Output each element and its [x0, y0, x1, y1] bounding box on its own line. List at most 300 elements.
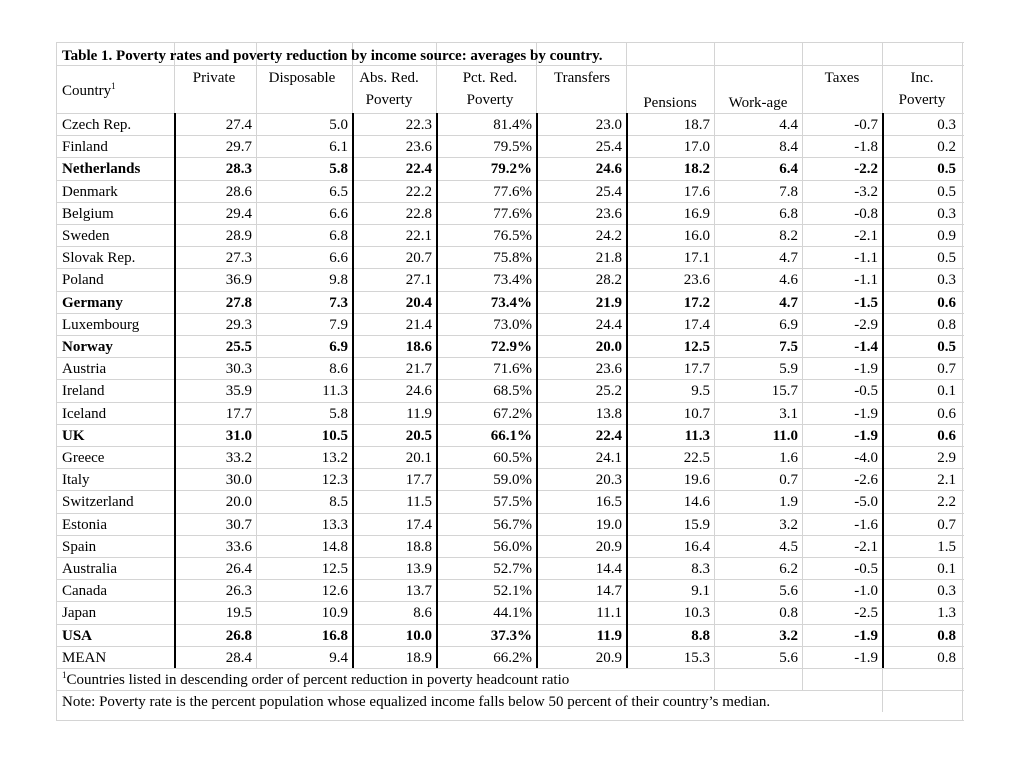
cell-inc: 0.8 — [937, 650, 956, 666]
cell-country: Greece — [62, 450, 105, 466]
cell-taxes: -0.8 — [854, 206, 878, 222]
cell-abs: 24.6 — [405, 383, 432, 399]
cell-taxes: -1.9 — [854, 406, 878, 422]
cell-private: 28.9 — [225, 228, 252, 244]
cell-disposable: 8.5 — [329, 494, 348, 510]
cell-pct: 44.1% — [493, 605, 532, 621]
cell-disposable: 7.9 — [329, 317, 348, 333]
cell-workage: 4.5 — [779, 539, 798, 555]
cell-pensions: 17.4 — [683, 317, 710, 333]
cell-pensions: 22.5 — [683, 450, 710, 466]
cell-disposable: 5.0 — [329, 117, 348, 133]
cell-abs: 22.3 — [405, 117, 432, 133]
cell-pct: 81.4% — [493, 117, 532, 133]
cell-inc: 2.9 — [937, 450, 956, 466]
header-transfers: Transfers — [553, 70, 611, 86]
cell-pct: 37.3% — [490, 628, 532, 644]
cell-inc: 2.2 — [937, 494, 956, 510]
cell-country: Italy — [62, 472, 90, 488]
cell-pensions: 17.6 — [683, 184, 710, 200]
footnote-mark: 1 — [62, 670, 67, 680]
cell-private: 30.7 — [225, 517, 252, 533]
table-title: Table 1. Poverty rates and poverty reduction by income source: averages by country. — [62, 48, 603, 64]
grid-vline — [882, 43, 883, 113]
cell-abs: 20.4 — [405, 295, 432, 311]
cell-disposable: 6.6 — [329, 250, 348, 266]
cell-transfers: 24.4 — [595, 317, 622, 333]
cell-pct: 56.7% — [493, 517, 532, 533]
cell-taxes: -1.1 — [854, 272, 878, 288]
cell-pensions: 18.7 — [683, 117, 710, 133]
grid-hline — [56, 579, 964, 580]
cell-pensions: 15.3 — [683, 650, 710, 666]
header-private: Private — [192, 70, 236, 86]
cell-pensions: 17.1 — [683, 250, 710, 266]
cell-disposable: 9.4 — [329, 650, 348, 666]
cell-transfers: 20.9 — [595, 539, 622, 555]
cell-workage: 6.9 — [779, 317, 798, 333]
grid-hline — [56, 535, 964, 536]
cell-private: 30.3 — [225, 361, 252, 377]
cell-disposable: 10.9 — [321, 605, 348, 621]
cell-pensions: 10.7 — [683, 406, 710, 422]
cell-abs: 22.1 — [405, 228, 432, 244]
cell-transfers: 25.4 — [595, 139, 622, 155]
cell-private: 33.6 — [225, 539, 252, 555]
cell-country: Norway — [62, 339, 113, 355]
cell-abs: 18.6 — [405, 339, 432, 355]
cell-abs: 21.7 — [405, 361, 432, 377]
cell-pct: 73.4% — [490, 295, 532, 311]
cell-disposable: 9.8 — [329, 272, 348, 288]
cell-inc: 0.5 — [937, 250, 956, 266]
cell-workage: 7.5 — [779, 339, 798, 355]
grid-hline — [56, 468, 964, 469]
cell-workage: 5.6 — [779, 583, 798, 599]
cell-country: Japan — [62, 605, 97, 621]
cell-pct: 77.6% — [493, 184, 532, 200]
cell-private: 33.2 — [225, 450, 252, 466]
cell-transfers: 21.9 — [595, 295, 622, 311]
cell-transfers: 14.4 — [595, 561, 622, 577]
cell-inc: 0.5 — [937, 339, 956, 355]
cell-transfers: 25.4 — [595, 184, 622, 200]
cell-workage: 3.2 — [779, 628, 798, 644]
cell-taxes: -2.5 — [854, 605, 878, 621]
header-pct-red-line1: Pct. Red. — [462, 70, 518, 86]
cell-private: 19.5 — [225, 605, 252, 621]
header-inc-line1: Inc. — [910, 70, 934, 86]
cell-taxes: -0.7 — [854, 117, 878, 133]
cell-inc: 0.9 — [937, 228, 956, 244]
cell-pensions: 14.6 — [683, 494, 710, 510]
cell-taxes: -1.9 — [854, 628, 878, 644]
cell-inc: 0.5 — [937, 184, 956, 200]
grid-hline — [56, 65, 964, 66]
cell-taxes: -1.4 — [854, 339, 878, 355]
cell-transfers: 20.9 — [595, 650, 622, 666]
header-abs-red-line2: Poverty — [365, 92, 413, 108]
grid-hline — [56, 624, 964, 625]
grid-hline — [56, 513, 964, 514]
cell-workage: 5.6 — [779, 650, 798, 666]
cell-private: 25.5 — [225, 339, 252, 355]
grid-hline — [56, 601, 964, 602]
cell-transfers: 11.1 — [596, 605, 622, 621]
cell-private: 29.3 — [225, 317, 252, 333]
cell-private: 26.4 — [225, 561, 252, 577]
cell-workage: 15.7 — [771, 383, 798, 399]
cell-transfers: 16.5 — [595, 494, 622, 510]
cell-inc: 1.5 — [937, 539, 956, 555]
cell-workage: 3.1 — [779, 406, 798, 422]
header-disposable: Disposable — [268, 70, 336, 86]
cell-workage: 5.9 — [779, 361, 798, 377]
cell-taxes: -2.6 — [854, 472, 878, 488]
cell-abs: 8.6 — [413, 605, 432, 621]
cell-inc: 0.3 — [937, 583, 956, 599]
cell-transfers: 23.6 — [595, 361, 622, 377]
cell-private: 27.3 — [225, 250, 252, 266]
cell-taxes: -1.9 — [854, 361, 878, 377]
cell-abs: 13.7 — [405, 583, 432, 599]
cell-country: Estonia — [62, 517, 107, 533]
cell-pensions: 11.3 — [684, 428, 710, 444]
cell-pensions: 19.6 — [683, 472, 710, 488]
cell-transfers: 20.0 — [595, 339, 622, 355]
cell-country: Finland — [62, 139, 108, 155]
grid-hline — [56, 646, 964, 647]
cell-taxes: -0.5 — [854, 561, 878, 577]
cell-country: Belgium — [62, 206, 114, 222]
cell-workage: 0.7 — [779, 472, 798, 488]
grid-hline — [56, 335, 964, 336]
cell-country: Spain — [62, 539, 97, 555]
cell-workage: 4.6 — [779, 272, 798, 288]
grid-vline-outer — [56, 43, 57, 720]
cell-pct: 52.7% — [493, 561, 532, 577]
cell-pensions: 16.0 — [683, 228, 710, 244]
cell-transfers: 11.9 — [596, 628, 622, 644]
grid-hline — [56, 668, 964, 669]
header-taxes: Taxes — [824, 70, 860, 86]
cell-taxes: -2.1 — [854, 539, 878, 555]
cell-pensions: 17.7 — [683, 361, 710, 377]
cell-workage: 3.2 — [779, 517, 798, 533]
cell-pensions: 17.2 — [683, 295, 710, 311]
cell-taxes: -1.5 — [854, 295, 878, 311]
cell-pensions: 9.1 — [691, 583, 710, 599]
cell-transfers: 23.6 — [595, 206, 622, 222]
cell-country: USA — [62, 628, 93, 644]
cell-abs: 10.0 — [405, 628, 432, 644]
cell-taxes: -3.2 — [854, 184, 878, 200]
cell-disposable: 6.5 — [329, 184, 348, 200]
cell-pensions: 12.5 — [683, 339, 710, 355]
cell-workage: 6.4 — [779, 161, 798, 177]
cell-abs: 18.8 — [405, 539, 432, 555]
cell-taxes: -1.8 — [854, 139, 878, 155]
cell-pct: 79.2% — [490, 161, 532, 177]
cell-pct: 66.2% — [493, 650, 532, 666]
cell-abs: 17.7 — [405, 472, 432, 488]
cell-disposable: 6.9 — [329, 339, 348, 355]
cell-private: 20.0 — [225, 494, 252, 510]
header-country: Country$^1$ — [62, 81, 116, 99]
cell-taxes: -2.2 — [854, 161, 878, 177]
grid-hline — [56, 490, 964, 491]
cell-disposable: 13.2 — [321, 450, 348, 466]
cell-disposable: 14.8 — [321, 539, 348, 555]
cell-private: 35.9 — [225, 383, 252, 399]
cell-disposable: 10.5 — [321, 428, 348, 444]
cell-country: Canada — [62, 583, 107, 599]
cell-abs: 17.4 — [405, 517, 432, 533]
cell-workage: 4.7 — [779, 250, 798, 266]
cell-pct: 73.4% — [493, 272, 532, 288]
cell-country: Germany — [62, 295, 123, 311]
grid-vline — [256, 113, 257, 668]
cell-disposable: 13.3 — [321, 517, 348, 533]
cell-inc: 0.5 — [937, 161, 956, 177]
cell-inc: 0.2 — [937, 139, 956, 155]
cell-abs: 20.7 — [405, 250, 432, 266]
cell-country: UK — [62, 428, 85, 444]
cell-private: 31.0 — [225, 428, 252, 444]
grid-hline — [56, 402, 964, 403]
cell-inc: 1.3 — [937, 605, 956, 621]
grid-hline — [56, 357, 964, 358]
header-inc-line2: Poverty — [898, 92, 946, 108]
cell-abs: 27.1 — [405, 272, 432, 288]
cell-country: Ireland — [62, 383, 105, 399]
poverty-table — [56, 42, 964, 721]
grid-hline — [56, 180, 964, 181]
cell-transfers: 19.0 — [595, 517, 622, 533]
cell-inc: 0.8 — [937, 317, 956, 333]
cell-workage: 8.2 — [779, 228, 798, 244]
cell-private: 26.8 — [225, 628, 252, 644]
cell-country: MEAN — [62, 650, 107, 666]
cell-taxes: -5.0 — [854, 494, 878, 510]
cell-pct: 76.5% — [493, 228, 532, 244]
cell-inc: 0.7 — [937, 361, 956, 377]
cell-pct: 67.2% — [493, 406, 532, 422]
cell-transfers: 20.3 — [595, 472, 622, 488]
cell-transfers: 24.2 — [595, 228, 622, 244]
grid-vline — [714, 668, 715, 690]
note: Note: Poverty rate is the percent population whose equalized income falls below 50 percent of their country’s median. — [62, 694, 771, 710]
cell-inc: 0.6 — [937, 428, 956, 444]
cell-taxes: -4.0 — [854, 450, 878, 466]
header-workage: Work-age — [728, 95, 788, 111]
cell-disposable: 8.6 — [329, 361, 348, 377]
cell-pensions: 8.8 — [691, 628, 710, 644]
cell-disposable: 16.8 — [321, 628, 348, 644]
cell-abs: 22.8 — [405, 206, 432, 222]
cell-taxes: -1.9 — [854, 650, 878, 666]
cell-transfers: 21.8 — [595, 250, 622, 266]
cell-workage: 1.6 — [779, 450, 798, 466]
cell-pensions: 16.4 — [683, 539, 710, 555]
cell-private: 30.0 — [225, 472, 252, 488]
cell-pensions: 17.0 — [683, 139, 710, 155]
cell-country: Netherlands — [62, 161, 141, 177]
cell-disposable: 5.8 — [329, 161, 348, 177]
grid-hline — [56, 424, 964, 425]
cell-country: Sweden — [62, 228, 110, 244]
cell-country: Slovak Rep. — [62, 250, 136, 266]
cell-pct: 75.8% — [493, 250, 532, 266]
cell-country: Iceland — [62, 406, 107, 422]
cell-transfers: 13.8 — [595, 406, 622, 422]
grid-hline — [56, 313, 964, 314]
grid-hline — [56, 291, 964, 292]
cell-country: Australia — [62, 561, 117, 577]
grid-vline-bold — [436, 113, 438, 668]
grid-vline-outer — [962, 43, 963, 720]
cell-private: 28.4 — [225, 650, 252, 666]
cell-taxes: -2.1 — [854, 228, 878, 244]
cell-pct: 56.0% — [493, 539, 532, 555]
cell-pct: 52.1% — [493, 583, 532, 599]
cell-private: 36.9 — [225, 272, 252, 288]
cell-private: 29.4 — [225, 206, 252, 222]
cell-private: 26.3 — [225, 583, 252, 599]
grid-hline — [56, 224, 964, 225]
grid-vline — [714, 43, 715, 113]
cell-country: Poland — [62, 272, 104, 288]
cell-pensions: 18.2 — [683, 161, 710, 177]
cell-transfers: 28.2 — [595, 272, 622, 288]
cell-taxes: -1.9 — [854, 428, 878, 444]
cell-inc: 0.3 — [937, 117, 956, 133]
cell-private: 27.8 — [225, 295, 252, 311]
cell-transfers: 24.1 — [595, 450, 622, 466]
cell-disposable: 11.3 — [322, 383, 348, 399]
grid-hline — [56, 113, 964, 114]
header-pensions: Pensions — [643, 95, 697, 111]
cell-disposable: 6.1 — [329, 139, 348, 155]
cell-pct: 71.6% — [493, 361, 532, 377]
cell-transfers: 24.6 — [595, 161, 622, 177]
cell-workage: 7.8 — [779, 184, 798, 200]
cell-country: Czech Rep. — [62, 117, 132, 133]
cell-inc: 0.6 — [937, 406, 956, 422]
cell-country: Switzerland — [62, 494, 134, 510]
cell-abs: 22.2 — [405, 184, 432, 200]
cell-abs: 21.4 — [405, 317, 432, 333]
cell-taxes: -2.9 — [854, 317, 878, 333]
header-abs-red-line1: Abs. Red. — [359, 70, 419, 86]
cell-inc: 0.6 — [937, 295, 956, 311]
grid-hline — [56, 379, 964, 380]
cell-workage: 6.8 — [779, 206, 798, 222]
cell-workage: 6.2 — [779, 561, 798, 577]
cell-pct: 79.5% — [493, 139, 532, 155]
cell-pensions: 15.9 — [683, 517, 710, 533]
cell-disposable: 12.5 — [321, 561, 348, 577]
cell-pct: 66.1% — [490, 428, 532, 444]
cell-transfers: 22.4 — [595, 428, 622, 444]
grid-vline — [802, 668, 803, 690]
cell-country: Denmark — [62, 184, 118, 200]
cell-abs: 13.9 — [405, 561, 432, 577]
cell-pensions: 10.3 — [683, 605, 710, 621]
header-country-footnote-mark: 1 — [111, 81, 116, 91]
cell-taxes: -1.0 — [854, 583, 878, 599]
cell-taxes: -1.6 — [854, 517, 878, 533]
cell-abs: 23.6 — [405, 139, 432, 155]
cell-pct: 60.5% — [493, 450, 532, 466]
cell-pensions: 9.5 — [691, 383, 710, 399]
cell-abs: 20.1 — [405, 450, 432, 466]
cell-workage: 8.4 — [779, 139, 798, 155]
cell-transfers: 25.2 — [595, 383, 622, 399]
cell-transfers: 14.7 — [595, 583, 622, 599]
cell-workage: 0.8 — [779, 605, 798, 621]
cell-private: 29.7 — [225, 139, 252, 155]
cell-abs: 11.5 — [406, 494, 432, 510]
cell-abs: 22.4 — [405, 161, 432, 177]
cell-inc: 0.8 — [937, 628, 956, 644]
cell-abs: 18.9 — [405, 650, 432, 666]
grid-hline — [56, 446, 964, 447]
footnote: $^1$Countries listed in descending order of percent reduction in poverty headcount ratio — [62, 670, 570, 688]
cell-pct: 68.5% — [493, 383, 532, 399]
cell-taxes: -0.5 — [854, 383, 878, 399]
cell-inc: 0.1 — [937, 561, 956, 577]
cell-private: 28.6 — [225, 184, 252, 200]
cell-disposable: 5.8 — [329, 406, 348, 422]
cell-taxes: -1.1 — [854, 250, 878, 266]
cell-inc: 0.3 — [937, 272, 956, 288]
grid-hline — [56, 690, 964, 691]
cell-abs: 20.5 — [405, 428, 432, 444]
cell-pct: 77.6% — [493, 206, 532, 222]
cell-country: Austria — [62, 361, 107, 377]
cell-workage: 11.0 — [772, 428, 798, 444]
grid-vline — [882, 668, 883, 712]
cell-private: 28.3 — [225, 161, 252, 177]
cell-disposable: 7.3 — [329, 295, 348, 311]
cell-inc: 0.7 — [937, 517, 956, 533]
cell-pensions: 16.9 — [683, 206, 710, 222]
grid-hline — [56, 268, 964, 269]
cell-pct: 59.0% — [493, 472, 532, 488]
cell-disposable: 12.3 — [321, 472, 348, 488]
cell-disposable: 12.6 — [321, 583, 348, 599]
header-pct-red-line2: Poverty — [466, 92, 514, 108]
cell-pct: 57.5% — [493, 494, 532, 510]
cell-pensions: 8.3 — [691, 561, 710, 577]
cell-workage: 4.7 — [779, 295, 798, 311]
cell-workage: 1.9 — [779, 494, 798, 510]
cell-abs: 11.9 — [406, 406, 432, 422]
cell-inc: 0.3 — [937, 206, 956, 222]
cell-private: 17.7 — [225, 406, 252, 422]
cell-pct: 72.9% — [490, 339, 532, 355]
cell-country: Luxembourg — [62, 317, 140, 333]
cell-inc: 0.1 — [937, 383, 956, 399]
cell-private: 27.4 — [225, 117, 252, 133]
cell-disposable: 6.8 — [329, 228, 348, 244]
grid-hline — [56, 202, 964, 203]
cell-transfers: 23.0 — [595, 117, 622, 133]
cell-disposable: 6.6 — [329, 206, 348, 222]
cell-pct: 73.0% — [493, 317, 532, 333]
cell-workage: 4.4 — [779, 117, 798, 133]
